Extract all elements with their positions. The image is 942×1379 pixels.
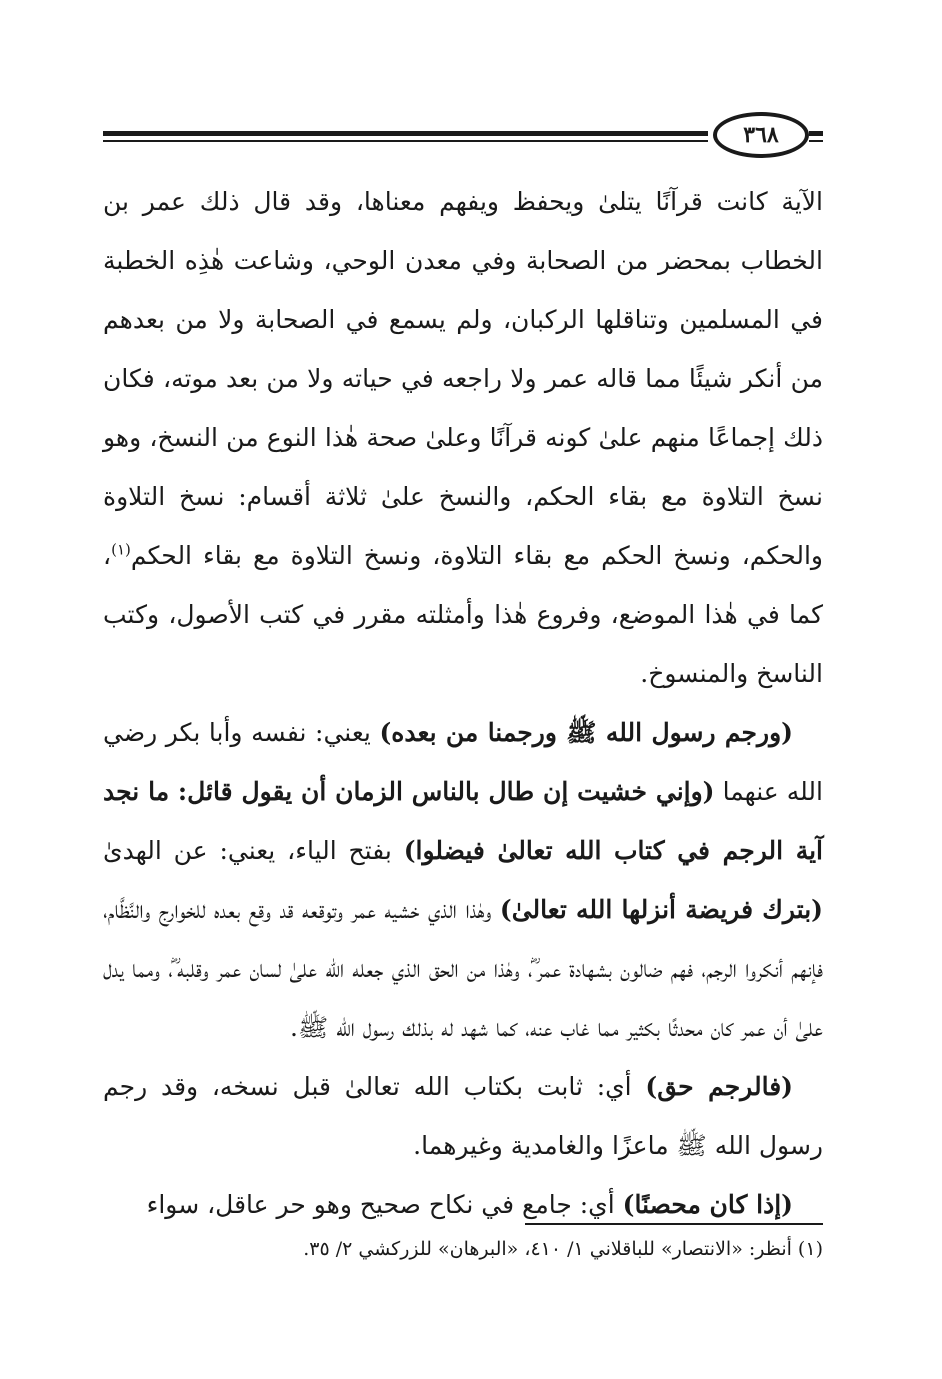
footnote-ref: (١) [111, 540, 131, 559]
page-header [103, 112, 823, 162]
commentary-text: الآية كانت قرآنًا يتلىٰ ويحفظ ويفهم معناها، وقد قال ذلك عمر بن الخطاب بمحضر من الصحابة وفي معدن الوحي، وشاعت هٰذِه الخطبة في المسلمين وتناقلها الركبان، ولم يسمع في الصحابة ولا من بعدهم من أنكر شيئًا مما قاله عمر ولا راجعه في حياته ولا من بعد موته، فكان ذلك إجماعًا منهم علىٰ كونه قرآنًا وعلىٰ صحة هٰذا النوع من النسخ، وهو نسخ التلاوة مع بقاء الحكم، والنسخ علىٰ ثلاثة أقسام: نسخ التلاوة والحكم، ونسخ الحكم مع بقاء التلاوة، ونسخ التلاوة مع بقاء الحكم [103, 187, 823, 570]
main-text [103, 172, 823, 1234]
commentary-text: يعني: نفسه وأبا بكر رضي الله عنهما [103, 718, 823, 806]
commentary-text: أي: ثابت بكتاب الله تعالىٰ قبل نسخه، وقد رجم رسول الله ﷺ ماعزًا والغامدية وغيرهما. [103, 1072, 823, 1160]
commentary-text: ، كما في هٰذا الموضع، وفروع هٰذا وأمثلته مقرر في كتب الأصول، وكتب الناسخ والمنسوخ. [103, 541, 823, 688]
header-rule-right-thick [809, 131, 823, 136]
quoted-matn-text: (وإني خشيت إن طال بالناس الزمان أن يقول قائل: ما نجد آية الرجم في كتاب الله تعالىٰ فيضلوا) [103, 777, 823, 865]
header-rule-thick [103, 131, 708, 136]
quoted-matn-text: (إذا كان محصنًا) [622, 1190, 793, 1219]
footnote-separator [525, 1223, 823, 1225]
header-rule-right-thin [809, 140, 823, 142]
page-number: ٣٦٨ [713, 112, 809, 158]
quoted-matn-text: (بترك فريضة أنزلها الله تعالىٰ) [499, 895, 824, 924]
quoted-matn-text: (فالرجم حق) [645, 1072, 793, 1101]
commentary-text: بفتح الياء، يعني: عن الهدىٰ [103, 836, 404, 865]
paragraph-2 [103, 703, 823, 1057]
paragraph-3 [103, 1057, 823, 1175]
paragraph-1 [103, 172, 823, 703]
footnote: (١) أنظر: «الانتصار» للباقلاني ١/ ٤١٠، «البرهان» للزركشي ٢/ ٣٥. [303, 1238, 823, 1260]
commentary-text: أي: جامع في نكاح صحيح وهو حر عاقل، سواء [146, 1190, 623, 1219]
commentary-text: وهٰذا الذي خشيه عمر وتوقعه قد وقع بعده للخوارج والنَّظَّام، فإنهم أنكروا الرجم، فهم ضالون بشهادة عمر ؓ، وهٰذا من الحق الذي جعله الله علىٰ لسان عمر وقلبه ؓ، ومما يدل علىٰ أن عمر كان محدثًا بكثير مما غاب عنه، كما شهد له بذلك رسول الله ﷺ. [103, 895, 823, 1042]
header-rule-thin [103, 140, 708, 142]
quoted-matn-text: (ورجم رسول الله ﷺ ورجمنا من بعده) [379, 718, 793, 747]
paragraph-4 [103, 1175, 823, 1234]
